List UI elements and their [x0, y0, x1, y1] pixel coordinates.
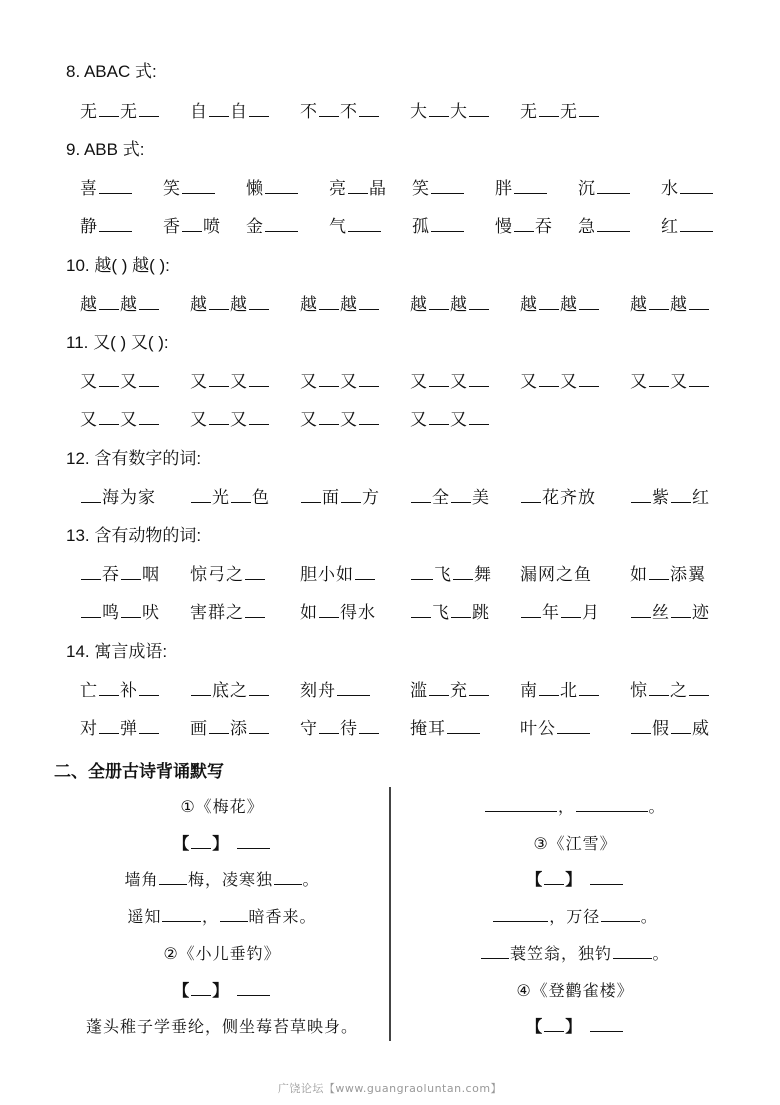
fill-blank[interactable]	[469, 680, 489, 696]
fill-blank[interactable]	[265, 216, 298, 232]
idiom-item: 自 自	[190, 97, 270, 122]
fill-blank[interactable]	[671, 487, 691, 503]
idiom-item: 大 大	[410, 97, 490, 122]
fill-blank[interactable]	[631, 487, 651, 503]
idiom-item: 底之	[190, 676, 270, 701]
fill-blank[interactable]	[597, 178, 630, 194]
idiom-item: 又 又	[190, 367, 270, 392]
fill-blank[interactable]	[337, 680, 370, 696]
fill-blank[interactable]	[209, 101, 229, 117]
poem-line: ②《小儿垂钓》	[163, 944, 281, 963]
fill-blank[interactable]	[301, 487, 321, 503]
idiom-item: 刻舟	[300, 676, 371, 701]
heading-s11: 11. 又( ) 又( ):	[66, 333, 169, 352]
idiom-item: 飞 舞	[410, 560, 492, 585]
fill-blank[interactable]	[139, 371, 159, 387]
fill-blank[interactable]	[220, 907, 248, 922]
idiom-item: 不 不	[300, 97, 380, 122]
fill-blank[interactable]	[539, 680, 559, 696]
idiom-item: 胆小如	[300, 560, 376, 585]
idiom-item: 喜	[80, 174, 133, 199]
fill-blank[interactable]	[359, 371, 379, 387]
idiom-item: 越 越	[300, 290, 380, 315]
idiom-item: 漏网之鱼	[520, 565, 592, 585]
fill-blank[interactable]	[579, 680, 599, 696]
fill-blank[interactable]	[249, 680, 269, 696]
fill-blank[interactable]	[451, 602, 471, 618]
fill-blank[interactable]	[521, 487, 541, 503]
fill-blank[interactable]	[231, 487, 251, 503]
fill-blank[interactable]	[649, 680, 669, 696]
fill-blank[interactable]	[649, 564, 669, 580]
fill-blank[interactable]	[411, 564, 433, 580]
fill-blank[interactable]	[191, 981, 211, 996]
fill-blank[interactable]	[139, 409, 159, 425]
idiom-item: 越 越	[80, 290, 160, 315]
fill-blank[interactable]	[162, 907, 201, 922]
fill-blank[interactable]	[348, 178, 368, 194]
fill-blank[interactable]	[453, 564, 473, 580]
idiom-item: 海为家	[80, 483, 156, 508]
poem-line: ①《梅花》	[180, 797, 264, 816]
fill-blank[interactable]	[99, 718, 119, 734]
fill-blank[interactable]	[613, 944, 652, 959]
idiom-item: 南 北	[520, 676, 600, 701]
poem-line: 【 】	[173, 978, 271, 1001]
poem-line: 蓬头稚子学垂纶，侧坐莓苔草映身。	[85, 1017, 358, 1036]
fill-blank[interactable]	[249, 409, 269, 425]
idiom-item: 全 美	[410, 483, 490, 508]
fill-blank[interactable]	[274, 870, 302, 885]
fill-blank[interactable]	[139, 680, 159, 696]
fill-blank[interactable]	[139, 101, 159, 117]
idiom-item: 面 方	[300, 483, 380, 508]
idiom-item: 又 又	[300, 367, 380, 392]
poem-line: 遥知 ， 暗香来。	[127, 907, 317, 926]
idiom-item: 又 又	[630, 367, 710, 392]
fill-blank[interactable]	[359, 101, 379, 117]
idiom-item: 亮 晶	[329, 179, 387, 199]
idiom-item: 紫 红	[630, 483, 710, 508]
idiom-item: 害群之	[190, 598, 266, 623]
fill-blank[interactable]	[99, 216, 132, 232]
fill-blank[interactable]	[429, 409, 449, 425]
fill-blank[interactable]	[579, 294, 599, 310]
fill-blank[interactable]	[469, 294, 489, 310]
fill-blank[interactable]	[81, 487, 101, 503]
poem-line: 【 】	[173, 831, 271, 854]
fill-blank[interactable]	[182, 216, 202, 232]
idiom-item: 红	[661, 212, 714, 237]
fill-blank[interactable]	[191, 834, 211, 849]
fill-blank[interactable]	[469, 409, 489, 425]
fill-blank[interactable]	[209, 371, 229, 387]
fill-blank[interactable]	[514, 216, 534, 232]
idiom-item: 滥 充	[410, 676, 490, 701]
fill-blank[interactable]	[319, 294, 339, 310]
idiom-item: 沉	[578, 174, 631, 199]
idiom-item: 越 越	[190, 290, 270, 315]
poem-line: ，万径 。	[492, 904, 658, 927]
idiom-item: 丝 迹	[630, 598, 710, 623]
heading-s8: 8. ABAC 式:	[66, 62, 157, 81]
idiom-item: 惊 之	[630, 676, 710, 701]
fill-blank[interactable]	[209, 409, 229, 425]
fill-blank[interactable]	[481, 944, 509, 959]
fill-blank[interactable]	[631, 718, 651, 734]
fill-blank[interactable]	[411, 602, 431, 618]
fill-blank[interactable]	[99, 409, 119, 425]
idiom-item: 急	[578, 212, 631, 237]
idiom-item: 孤	[412, 212, 465, 237]
fill-blank[interactable]	[355, 564, 375, 580]
fill-blank[interactable]	[99, 178, 132, 194]
fill-blank[interactable]	[81, 602, 101, 618]
fill-blank[interactable]	[597, 216, 630, 232]
idiom-item: 花齐放	[520, 483, 596, 508]
poem-line: ④《登鹳雀楼》	[516, 981, 634, 1000]
fill-blank[interactable]	[429, 294, 449, 310]
fill-blank[interactable]	[209, 718, 229, 734]
fill-blank[interactable]	[680, 216, 713, 232]
fill-blank[interactable]	[447, 718, 480, 734]
poem-line: 【 】	[526, 867, 624, 890]
footer-watermark: 广饶论坛【www.guangraoluntan.com】	[277, 1082, 503, 1095]
heading-s14: 14. 寓言成语:	[66, 642, 168, 661]
fill-blank[interactable]	[359, 718, 379, 734]
fill-blank[interactable]	[689, 680, 709, 696]
fill-blank[interactable]	[539, 101, 559, 117]
idiom-item: 慢 吞	[495, 217, 553, 237]
fill-blank[interactable]	[319, 371, 339, 387]
idiom-item: 香 喷	[163, 217, 221, 237]
fill-blank[interactable]	[671, 602, 691, 618]
idiom-item: 金	[246, 212, 299, 237]
fill-blank[interactable]	[671, 718, 691, 734]
fill-blank[interactable]	[348, 216, 381, 232]
poem-line: 蓑笠翁，独钓 。	[480, 941, 669, 964]
fill-blank[interactable]	[576, 797, 648, 812]
fill-blank[interactable]	[539, 294, 559, 310]
fill-blank[interactable]	[249, 371, 269, 387]
fill-blank[interactable]	[544, 870, 564, 885]
fill-blank[interactable]	[191, 487, 211, 503]
fill-blank[interactable]	[689, 371, 709, 387]
fill-blank[interactable]	[99, 680, 119, 696]
idiom-item: 又 又	[80, 367, 160, 392]
fill-blank[interactable]	[237, 981, 270, 996]
poem-line: 【 】	[526, 1014, 624, 1037]
idiom-item: 又 又	[80, 405, 160, 430]
idiom-item: 掩耳	[410, 714, 481, 739]
fill-blank[interactable]	[590, 1017, 623, 1032]
fill-blank[interactable]	[451, 487, 471, 503]
fill-blank[interactable]	[521, 602, 541, 618]
fill-blank[interactable]	[680, 178, 713, 194]
fill-blank[interactable]	[341, 487, 361, 503]
fill-blank[interactable]	[557, 718, 590, 734]
fill-blank[interactable]	[265, 178, 298, 194]
idiom-item: 如 添翼	[630, 565, 706, 585]
fill-blank[interactable]	[319, 101, 339, 117]
fill-blank[interactable]	[431, 178, 464, 194]
heading-s9: 9. ABB 式:	[66, 140, 145, 159]
fill-blank[interactable]	[319, 718, 339, 734]
fill-blank[interactable]	[121, 602, 141, 618]
fill-blank[interactable]	[359, 409, 379, 425]
idiom-item: 越 越	[410, 290, 490, 315]
heading-s10: 10. 越( ) 越( ):	[66, 256, 170, 275]
idiom-item: 飞 跳	[410, 598, 490, 623]
fill-blank[interactable]	[561, 602, 581, 618]
idiom-item: 越 越	[520, 290, 600, 315]
fill-blank[interactable]	[431, 216, 464, 232]
fill-blank[interactable]	[99, 101, 119, 117]
poem-line: 墙角 梅，凌寒独 。	[124, 870, 320, 889]
fill-blank[interactable]	[485, 797, 557, 812]
fill-blank[interactable]	[649, 371, 669, 387]
idiom-item: 年 月	[520, 598, 600, 623]
fill-blank[interactable]	[689, 294, 709, 310]
idiom-item: 惊弓之	[190, 560, 266, 585]
fill-blank[interactable]	[182, 178, 215, 194]
idiom-item: 胖	[495, 174, 548, 199]
idiom-item: 笑	[412, 174, 465, 199]
fill-blank[interactable]	[469, 101, 489, 117]
fill-blank[interactable]	[191, 680, 211, 696]
fill-blank[interactable]	[159, 870, 187, 885]
fill-blank[interactable]	[544, 1017, 564, 1032]
fill-blank[interactable]	[81, 564, 101, 580]
column-divider	[389, 787, 391, 1041]
fill-blank[interactable]	[319, 409, 339, 425]
idiom-item: 无 无	[520, 97, 600, 122]
fill-blank[interactable]	[590, 870, 623, 885]
idiom-item: 静	[80, 212, 133, 237]
fill-blank[interactable]	[359, 294, 379, 310]
fill-blank[interactable]	[249, 718, 269, 734]
fill-blank[interactable]	[429, 680, 449, 696]
fill-blank[interactable]	[237, 834, 270, 849]
fill-blank[interactable]	[99, 294, 119, 310]
idiom-item: 又 又	[300, 405, 380, 430]
idiom-item: 叶公	[520, 714, 591, 739]
fill-blank[interactable]	[319, 602, 339, 618]
idiom-item: 越 越	[630, 290, 710, 315]
fill-blank[interactable]	[649, 294, 669, 310]
fill-blank[interactable]	[631, 602, 651, 618]
idiom-item: 又 又	[190, 405, 270, 430]
fill-blank[interactable]	[539, 371, 559, 387]
idiom-item: 无 无	[80, 97, 160, 122]
idiom-item: 水	[661, 174, 714, 199]
fill-blank[interactable]	[429, 101, 449, 117]
idiom-item: 又 又	[410, 367, 490, 392]
idiom-item: 对 弹	[80, 714, 160, 739]
idiom-item: 如 得水	[300, 603, 376, 623]
idiom-item: 亡 补	[80, 676, 160, 701]
fill-blank[interactable]	[601, 907, 640, 922]
idiom-item: 假 威	[630, 714, 710, 739]
fill-blank[interactable]	[579, 101, 599, 117]
fill-blank[interactable]	[139, 718, 159, 734]
poem-line: ③《江雪》	[533, 834, 617, 853]
section-2-title: 二、全册古诗背诵默写	[54, 762, 224, 782]
idiom-item: 气	[329, 212, 382, 237]
fill-blank[interactable]	[493, 907, 548, 922]
idiom-item: 吞 咽	[80, 560, 160, 585]
fill-blank[interactable]	[245, 602, 265, 618]
fill-blank[interactable]	[99, 371, 119, 387]
fill-blank[interactable]	[411, 487, 431, 503]
fill-blank[interactable]	[249, 101, 269, 117]
fill-blank[interactable]	[121, 564, 141, 580]
fill-blank[interactable]	[514, 178, 547, 194]
fill-blank[interactable]	[579, 371, 599, 387]
heading-s13: 13. 含有动物的词:	[66, 526, 202, 545]
fill-blank[interactable]	[429, 371, 449, 387]
fill-blank[interactable]	[469, 371, 489, 387]
fill-blank[interactable]	[209, 294, 229, 310]
fill-blank[interactable]	[249, 294, 269, 310]
idiom-item: 鸣 吠	[80, 598, 160, 623]
idiom-item: 守 待	[300, 714, 380, 739]
idiom-item: 光 色	[190, 483, 270, 508]
heading-s12: 12. 含有数字的词:	[66, 449, 202, 468]
fill-blank[interactable]	[245, 564, 265, 580]
idiom-item: 画 添	[190, 714, 270, 739]
fill-blank[interactable]	[139, 294, 159, 310]
poem-line: ， 。	[484, 794, 665, 817]
idiom-item: 又 又	[410, 405, 490, 430]
idiom-item: 笑	[163, 174, 216, 199]
idiom-item: 又 又	[520, 367, 600, 392]
idiom-item: 懒	[246, 174, 299, 199]
